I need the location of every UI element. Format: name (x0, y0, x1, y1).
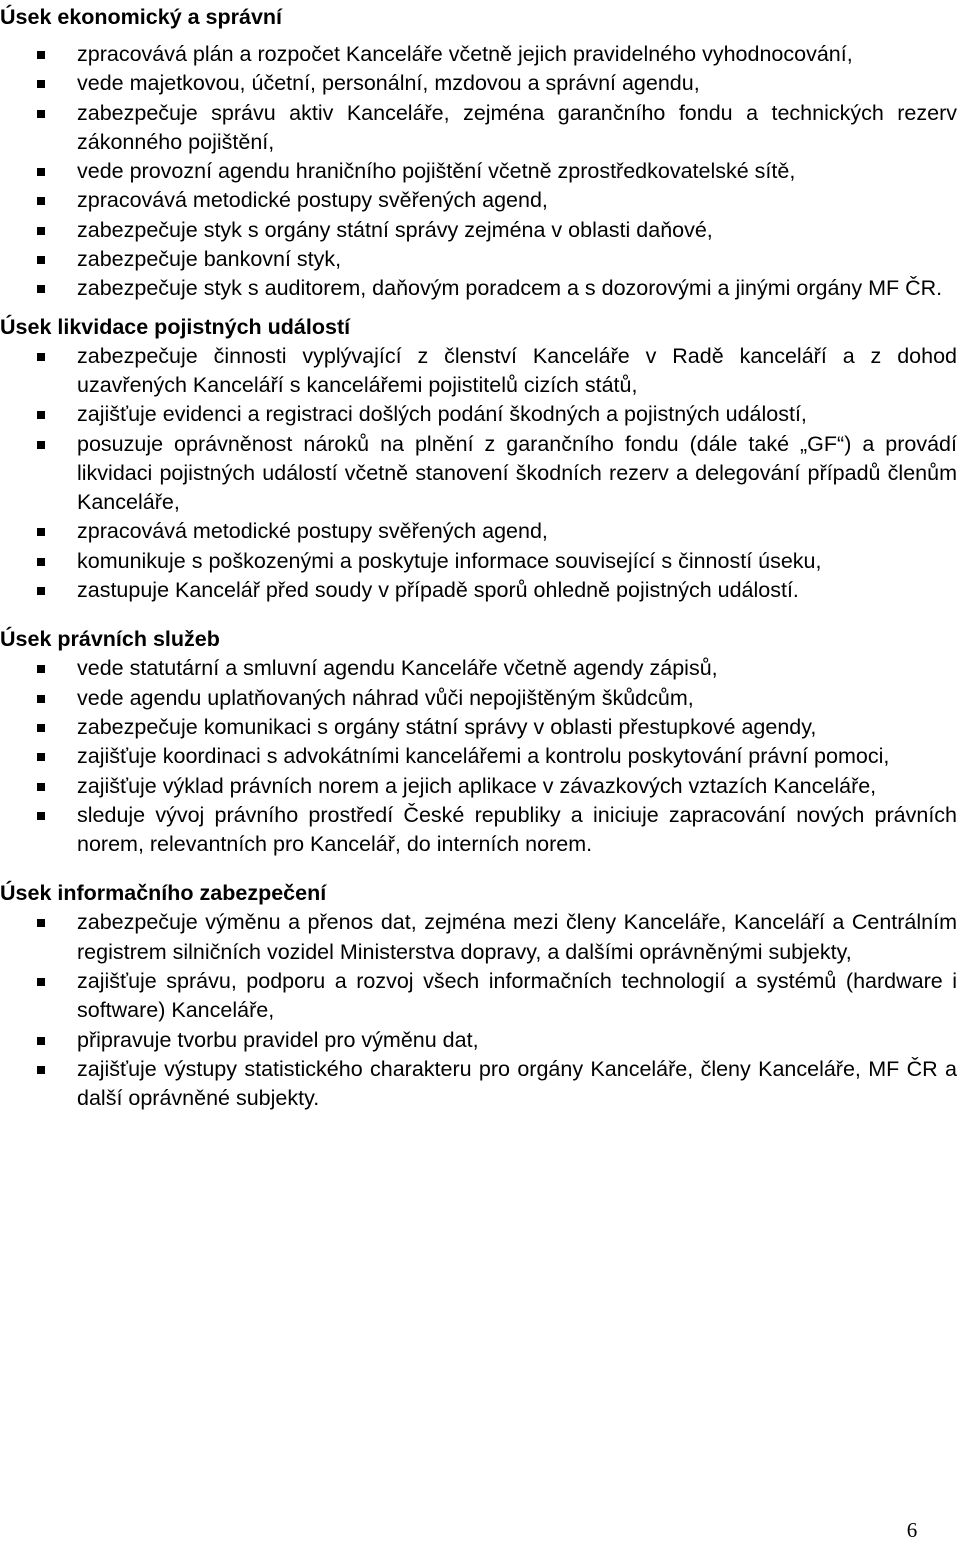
section-heading: Úsek ekonomický a správní (0, 5, 283, 29)
square-bullet-icon (37, 695, 45, 703)
square-bullet-icon (37, 665, 45, 673)
list-item-text: zpracovává plán a rozpočet Kanceláře včetně jejich pravidelného vyhodnocování, (77, 42, 853, 66)
square-bullet-icon (37, 256, 45, 264)
list-item-text: zabezpečuje bankovní styk, (77, 247, 342, 272)
list-item-text: komunikuje s poškozenými a poskytuje informace související s činností úseku, (77, 548, 822, 573)
square-bullet-icon (37, 724, 45, 732)
square-bullet-icon (37, 587, 45, 595)
list-item-text: zabezpečuje výměnu a přenos dat, zejména mezi členy Kanceláře, Kanceláří a Centrálním registrem silničních vozidel Ministerstva dopravy, a dalšími oprávněnými subjekty, (77, 910, 957, 964)
list-item (0, 99, 957, 158)
list-item (0, 69, 957, 98)
list-item-text: zajišťuje správu, podporu a rozvoj všech informačních technologií a systémů (hardware i software) Kanceláře, (77, 969, 957, 1023)
list-item (0, 713, 957, 742)
list-item-text: zajišťuje evidenci a registraci došlých podání škodných a pojistných událostí, (77, 402, 807, 427)
list-item-text: vede statutární a smluvní agendu Kanceláře včetně agendy zápisů, (77, 656, 718, 681)
square-bullet-icon (37, 285, 45, 293)
document-content (0, 3, 957, 1114)
list-item (0, 801, 957, 860)
list-item-text: sleduje vývoj právního prostředí České republiky a iniciuje zapracování nových právních norem, relevantních pro Kancelář, do interních norem. (77, 802, 957, 857)
list-item-text: zpracovává metodické postupy svěřených agend, (77, 188, 548, 213)
square-bullet-icon (37, 227, 45, 235)
list-item-text: zabezpečuje činnosti vyplývající z členství Kanceláře v Radě kanceláří a z dohod uzavřených Kanceláří s kancelářemi pojistitelů cizích států, (77, 343, 957, 397)
square-bullet-icon (37, 441, 45, 449)
square-bullet-icon (37, 1037, 45, 1045)
section-heading: Úsek likvidace pojistných událostí (0, 314, 351, 339)
section-spacer (0, 859, 957, 879)
list-item (0, 908, 957, 967)
section-heading: Úsek informačního zabezpečení (0, 881, 327, 906)
list-item-text: zajišťuje výklad právních norem a jejich aplikace v závazkových vztazích Kanceláře, (77, 773, 877, 798)
section-heading: Úsek právních služeb (0, 627, 220, 652)
list-item (0, 1055, 957, 1114)
section-spacer (0, 605, 957, 625)
section-bullet-list (0, 654, 957, 859)
list-item (0, 186, 957, 215)
list-item (0, 342, 957, 401)
square-bullet-icon (37, 978, 45, 986)
square-bullet-icon (37, 812, 45, 820)
list-item (0, 400, 957, 429)
list-item (0, 517, 957, 546)
list-item-text: vede agendu uplatňovaných náhrad vůči nepojištěným škůdcům, (77, 685, 694, 710)
list-item-text: připravuje tvorbu pravidel pro výměnu dat, (77, 1027, 479, 1052)
list-item-text: zabezpečuje správu aktiv Kanceláře, zejména garančního fondu a technických rezerv zákonného pojištění, (77, 100, 957, 154)
square-bullet-icon (37, 197, 45, 205)
list-item-text: vede majetkovou, účetní, personální, mzdovou a správní agendu, (77, 71, 700, 96)
list-item (0, 576, 957, 605)
list-item-text: zabezpečuje styk s auditorem, daňovým poradcem a s dozorovými a jinými orgány MF ČR. (77, 276, 943, 301)
list-item (0, 742, 957, 771)
list-item (0, 684, 957, 713)
square-bullet-icon (37, 783, 45, 791)
list-item (0, 216, 957, 245)
section-bullet-list (0, 40, 957, 304)
list-item (0, 245, 957, 274)
square-bullet-icon (37, 80, 45, 88)
list-item (0, 157, 957, 186)
square-bullet-icon (37, 753, 45, 761)
page-number: 6 (906, 1518, 918, 1542)
section-spacer (0, 304, 957, 313)
square-bullet-icon (37, 168, 45, 176)
section-bullet-list (0, 342, 957, 606)
list-item (0, 772, 957, 801)
list-item-text: zabezpečuje komunikaci s orgány státní správy v oblasti přestupkové agendy, (77, 714, 817, 739)
square-bullet-icon (37, 110, 45, 118)
square-bullet-icon (37, 919, 45, 927)
list-item (0, 1026, 957, 1055)
list-item-text: zpracovává metodické postupy svěřených agend, (77, 519, 548, 544)
square-bullet-icon (37, 353, 45, 361)
list-item (0, 654, 957, 683)
square-bullet-icon (37, 558, 45, 566)
list-item (0, 274, 957, 303)
list-item (0, 967, 957, 1026)
list-item-text: zabezpečuje styk s orgány státní správy zejména v oblasti daňové, (77, 217, 713, 242)
square-bullet-icon (37, 528, 45, 536)
square-bullet-icon (37, 1066, 45, 1074)
list-item (0, 430, 957, 518)
list-item-text: zajišťuje koordinaci s advokátními kancelářemi a kontrolu poskytování právní pomoci, (77, 744, 890, 769)
list-item-text: vede provozní agendu hraničního pojištění včetně zprostředkovatelské sítě, (77, 159, 796, 184)
section-bullet-list (0, 908, 957, 1113)
list-item-text: zajišťuje výstupy statistického charakteru pro orgány Kanceláře, členy Kanceláře, MF ČR a další oprávněné subjekty. (77, 1056, 957, 1111)
square-bullet-icon (37, 51, 45, 59)
list-item (0, 40, 957, 69)
list-item-text: zastupuje Kancelář před soudy v případě sporů ohledně pojistných událostí. (77, 578, 799, 603)
list-item-text: posuzuje oprávněnost nároků na plnění z garančního fondu (dále také „GF“) a provádí likvidaci pojistných událostí včetně stanovení škodních rezerv a delegování případů členům Kanceláře, (77, 431, 957, 515)
square-bullet-icon (37, 411, 45, 419)
list-item (0, 547, 957, 576)
